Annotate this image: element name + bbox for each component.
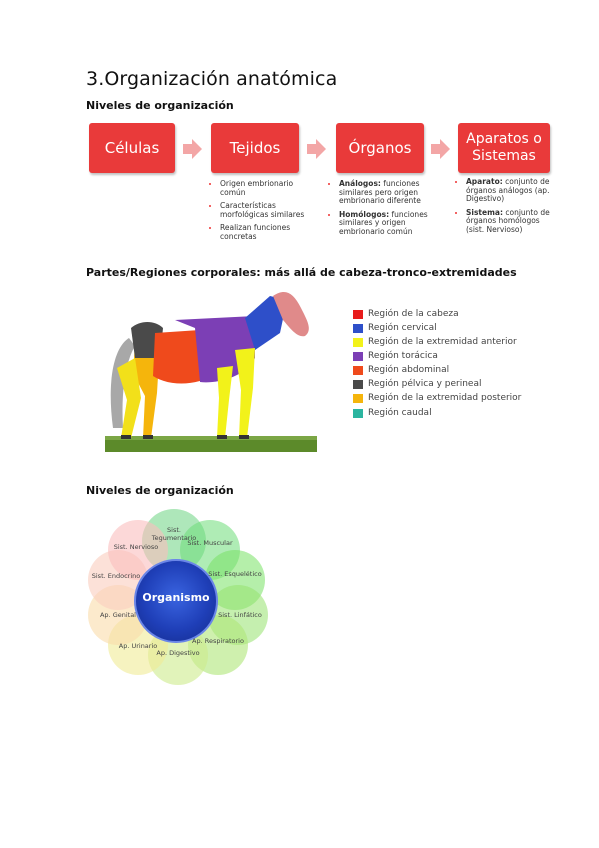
legend-item: Región abdominal	[353, 365, 449, 375]
box-tejidos: Tejidos	[211, 123, 299, 173]
petal-label: Ap. Genital	[99, 611, 136, 619]
bullet-item: • Aparato: conjunto de órganos análogos (ap. Digestivo)	[466, 178, 556, 204]
horse-regions-image	[105, 288, 320, 453]
petal-label: Ap. Digestivo	[156, 649, 200, 657]
box-celulas: Células	[89, 123, 175, 173]
bullet-item: • Homólogos: funciones similares y origen embrionario común	[339, 211, 429, 237]
legend-swatch	[353, 380, 363, 389]
legend-swatch	[353, 366, 363, 375]
bullet-item: • Análogos: funciones similares pero origen embrionario diferente	[339, 180, 429, 206]
bullet-item: • Realizan funciones concretas	[220, 224, 305, 241]
box-organos: Órganos	[336, 123, 424, 173]
bullet-item: • Características morfológicas similares	[220, 202, 305, 219]
legend-item: Región torácica	[353, 351, 438, 361]
organos-bullets	[329, 180, 429, 241]
petal-label: Sist. Linfático	[218, 611, 262, 619]
legend-swatch	[353, 338, 363, 347]
bullet-item: • Sistema: conjunto de órganos homólogos (sist. Nervioso)	[466, 209, 556, 235]
petal-label: Sist. Muscular	[187, 539, 233, 547]
section-heading-regiones: Partes/Regiones corporales: más allá de cabeza-tronco-extremidades	[86, 266, 517, 279]
page-title: 3.Organización anatómica	[86, 68, 338, 90]
organism-center-label: Organismo	[142, 591, 210, 604]
petal-label: Ap. Respiratorio	[192, 637, 244, 645]
sistemas-bullets	[456, 178, 556, 239]
tejidos-bullets	[210, 180, 305, 246]
legend-item: Región de la cabeza	[353, 309, 459, 319]
legend-swatch	[353, 352, 363, 361]
legend-swatch	[353, 409, 363, 418]
legend-swatch	[353, 394, 363, 403]
legend-item: Región de la extremidad posterior	[353, 393, 521, 403]
legend-swatch	[353, 310, 363, 319]
petal-label: Sist. Nervioso	[113, 543, 159, 551]
section-heading-niveles: Niveles de organización	[86, 99, 234, 112]
legend-item: Región pélvica y perineal	[353, 379, 481, 389]
legend-item: Región cervical	[353, 323, 437, 333]
petal-label: Sist. Tegumentario	[151, 526, 197, 542]
petal-label: Ap. Urinario	[118, 642, 158, 650]
box-aparatos: Aparatos o Sistemas	[458, 123, 550, 173]
legend-item: Región de la extremidad anterior	[353, 337, 517, 347]
legend-item: Región caudal	[353, 408, 432, 418]
section-heading-niveles-2: Niveles de organización	[86, 484, 234, 497]
petal-label: Sist. Endocrino	[91, 572, 141, 580]
legend-swatch	[353, 324, 363, 333]
bullet-item: • Origen embrionario común	[220, 180, 305, 197]
petal-label: Sist. Esquelético	[208, 570, 262, 578]
